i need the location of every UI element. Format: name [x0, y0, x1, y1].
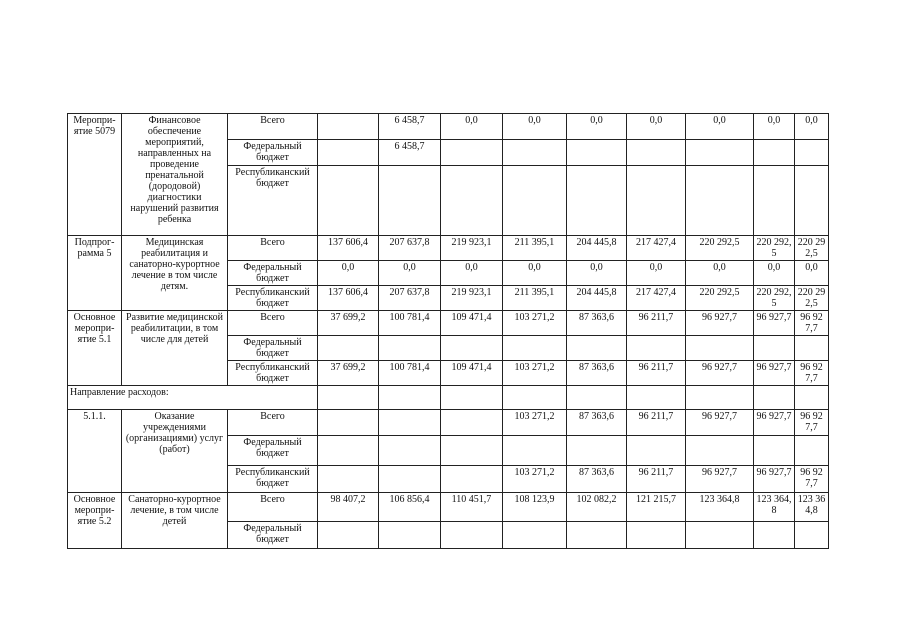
- value-cell: 96 927,7: [754, 410, 795, 436]
- value-cell: 0,0: [379, 261, 441, 286]
- value-cell: 220 292,5: [686, 236, 754, 261]
- value-cell: 207 637,8: [379, 236, 441, 261]
- value-cell: 103 271,2: [503, 311, 567, 336]
- program-name-cell: Медицинская реабилитация и санаторно-курортное лечение в том числе детям.: [122, 236, 228, 311]
- value-cell: 204 445,8: [567, 286, 627, 311]
- program-code-cell: Основное меропри-ятие 5.1: [68, 311, 122, 386]
- value-cell: 0,0: [318, 261, 379, 286]
- value-cell: 96 211,7: [627, 410, 686, 436]
- funding-source-cell: Всего: [228, 410, 318, 436]
- table-row: [68, 386, 829, 410]
- value-cell: [318, 410, 379, 436]
- value-cell: 219 923,1: [441, 236, 503, 261]
- value-cell: 220 292,5: [754, 286, 795, 311]
- value-cell: [567, 436, 627, 466]
- value-cell: 217 427,4: [627, 236, 686, 261]
- value-cell: 103 271,2: [503, 361, 567, 386]
- funding-source-cell: Республиканский бюджет: [228, 166, 318, 236]
- value-cell: [318, 522, 379, 549]
- table-row: [68, 236, 829, 261]
- value-cell: 123 364,8: [795, 493, 829, 522]
- value-cell: [503, 436, 567, 466]
- value-cell: 96 927,7: [686, 361, 754, 386]
- table-body: [68, 114, 829, 549]
- value-cell: 220 292,5: [795, 236, 829, 261]
- empty-cell: [567, 386, 627, 410]
- value-cell: 0,0: [441, 114, 503, 140]
- empty-cell: [441, 386, 503, 410]
- value-cell: 96 927,7: [754, 361, 795, 386]
- value-cell: [754, 522, 795, 549]
- value-cell: 123 364,8: [754, 493, 795, 522]
- value-cell: 137 606,4: [318, 286, 379, 311]
- program-name-cell: Оказание учреждениями (организациями) услуг (работ): [122, 410, 228, 493]
- value-cell: 103 271,2: [503, 466, 567, 493]
- value-cell: [318, 166, 379, 236]
- value-cell: 100 781,4: [379, 311, 441, 336]
- value-cell: [441, 466, 503, 493]
- value-cell: 87 363,6: [567, 361, 627, 386]
- value-cell: [441, 166, 503, 236]
- value-cell: 220 292,5: [686, 286, 754, 311]
- program-code-cell: 5.1.1.: [68, 410, 122, 493]
- value-cell: 96 211,7: [627, 311, 686, 336]
- value-cell: 96 927,7: [795, 311, 829, 336]
- value-cell: 96 927,7: [795, 410, 829, 436]
- value-cell: 96 211,7: [627, 466, 686, 493]
- value-cell: 109 471,4: [441, 361, 503, 386]
- value-cell: [795, 522, 829, 549]
- funding-source-cell: Всего: [228, 311, 318, 336]
- table-row: [68, 114, 829, 140]
- value-cell: 96 927,7: [795, 466, 829, 493]
- program-code-cell: Меропри-ятие 5079: [68, 114, 122, 236]
- value-cell: [686, 140, 754, 166]
- value-cell: [686, 522, 754, 549]
- value-cell: 96 927,7: [686, 311, 754, 336]
- program-code-cell: Подпрог-рамма 5: [68, 236, 122, 311]
- value-cell: [379, 410, 441, 436]
- value-cell: [795, 140, 829, 166]
- value-cell: 87 363,6: [567, 410, 627, 436]
- value-cell: 37 699,2: [318, 361, 379, 386]
- value-cell: 137 606,4: [318, 236, 379, 261]
- value-cell: 106 856,4: [379, 493, 441, 522]
- funding-source-cell: Федеральный бюджет: [228, 336, 318, 361]
- empty-cell: [318, 386, 379, 410]
- value-cell: 96 927,7: [754, 466, 795, 493]
- funding-source-cell: Всего: [228, 236, 318, 261]
- value-cell: 0,0: [686, 114, 754, 140]
- value-cell: 0,0: [627, 261, 686, 286]
- value-cell: [627, 336, 686, 361]
- funding-source-cell: Федеральный бюджет: [228, 436, 318, 466]
- value-cell: 109 471,4: [441, 311, 503, 336]
- value-cell: 37 699,2: [318, 311, 379, 336]
- value-cell: 108 123,9: [503, 493, 567, 522]
- value-cell: 207 637,8: [379, 286, 441, 311]
- value-cell: 204 445,8: [567, 236, 627, 261]
- value-cell: [379, 466, 441, 493]
- table-row: [68, 493, 829, 522]
- value-cell: [795, 336, 829, 361]
- value-cell: 0,0: [567, 261, 627, 286]
- value-cell: [795, 166, 829, 236]
- value-cell: [627, 522, 686, 549]
- value-cell: [379, 166, 441, 236]
- value-cell: 0,0: [441, 261, 503, 286]
- value-cell: [503, 140, 567, 166]
- value-cell: 0,0: [627, 114, 686, 140]
- value-cell: 87 363,6: [567, 466, 627, 493]
- value-cell: [754, 336, 795, 361]
- program-name-cell: Санаторно-курортное лечение, в том числе детей: [122, 493, 228, 549]
- value-cell: 0,0: [754, 114, 795, 140]
- value-cell: 219 923,1: [441, 286, 503, 311]
- value-cell: 211 395,1: [503, 236, 567, 261]
- value-cell: [441, 336, 503, 361]
- value-cell: [318, 336, 379, 361]
- program-code-cell: Основное меропри-ятие 5.2: [68, 493, 122, 549]
- value-cell: 211 395,1: [503, 286, 567, 311]
- value-cell: [686, 166, 754, 236]
- value-cell: 87 363,6: [567, 311, 627, 336]
- value-cell: 6 458,7: [379, 114, 441, 140]
- value-cell: [567, 140, 627, 166]
- value-cell: [441, 410, 503, 436]
- value-cell: [627, 140, 686, 166]
- value-cell: [318, 436, 379, 466]
- funding-source-cell: Всего: [228, 493, 318, 522]
- value-cell: 96 927,7: [754, 311, 795, 336]
- value-cell: 0,0: [567, 114, 627, 140]
- value-cell: 98 407,2: [318, 493, 379, 522]
- value-cell: [379, 336, 441, 361]
- value-cell: 96 927,7: [795, 361, 829, 386]
- value-cell: [754, 140, 795, 166]
- value-cell: [441, 522, 503, 549]
- value-cell: 0,0: [795, 114, 829, 140]
- value-cell: 96 927,7: [686, 410, 754, 436]
- value-cell: [567, 166, 627, 236]
- value-cell: 103 271,2: [503, 410, 567, 436]
- empty-cell: [379, 386, 441, 410]
- value-cell: [795, 436, 829, 466]
- value-cell: [754, 436, 795, 466]
- value-cell: 0,0: [686, 261, 754, 286]
- value-cell: [503, 336, 567, 361]
- table-row: [68, 410, 829, 436]
- table-row: [68, 311, 829, 336]
- value-cell: 217 427,4: [627, 286, 686, 311]
- empty-cell: [686, 386, 754, 410]
- program-name-cell: Развитие медицинской реабилитации, в том числе для детей: [122, 311, 228, 386]
- value-cell: 100 781,4: [379, 361, 441, 386]
- value-cell: 220 292,5: [795, 286, 829, 311]
- value-cell: 0,0: [754, 261, 795, 286]
- budget-table: [67, 113, 829, 549]
- value-cell: 0,0: [503, 261, 567, 286]
- value-cell: [441, 436, 503, 466]
- value-cell: [754, 166, 795, 236]
- empty-cell: [754, 386, 795, 410]
- value-cell: 102 082,2: [567, 493, 627, 522]
- funding-source-cell: Республиканский бюджет: [228, 361, 318, 386]
- section-heading: Направление расходов:: [68, 386, 318, 410]
- program-name-cell: Финансовое обеспечение мероприятий, направленных на проведение пренатальной (дородовой) диагностики нарушений развития ребенка: [122, 114, 228, 236]
- value-cell: 110 451,7: [441, 493, 503, 522]
- value-cell: [318, 140, 379, 166]
- value-cell: [627, 166, 686, 236]
- empty-cell: [795, 386, 829, 410]
- value-cell: 6 458,7: [379, 140, 441, 166]
- value-cell: 96 211,7: [627, 361, 686, 386]
- value-cell: [318, 466, 379, 493]
- value-cell: [503, 522, 567, 549]
- value-cell: [686, 436, 754, 466]
- value-cell: 0,0: [795, 261, 829, 286]
- value-cell: [441, 140, 503, 166]
- value-cell: [379, 522, 441, 549]
- funding-source-cell: Федеральный бюджет: [228, 522, 318, 549]
- value-cell: [686, 336, 754, 361]
- funding-source-cell: Федеральный бюджет: [228, 261, 318, 286]
- value-cell: 0,0: [503, 114, 567, 140]
- funding-source-cell: Республиканский бюджет: [228, 286, 318, 311]
- value-cell: [567, 336, 627, 361]
- value-cell: [318, 114, 379, 140]
- funding-source-cell: Всего: [228, 114, 318, 140]
- value-cell: 220 292,5: [754, 236, 795, 261]
- value-cell: [627, 436, 686, 466]
- value-cell: 121 215,7: [627, 493, 686, 522]
- value-cell: [567, 522, 627, 549]
- empty-cell: [627, 386, 686, 410]
- value-cell: [379, 436, 441, 466]
- value-cell: 96 927,7: [686, 466, 754, 493]
- empty-cell: [503, 386, 567, 410]
- funding-source-cell: Республиканский бюджет: [228, 466, 318, 493]
- funding-source-cell: Федеральный бюджет: [228, 140, 318, 166]
- value-cell: [503, 166, 567, 236]
- value-cell: 123 364,8: [686, 493, 754, 522]
